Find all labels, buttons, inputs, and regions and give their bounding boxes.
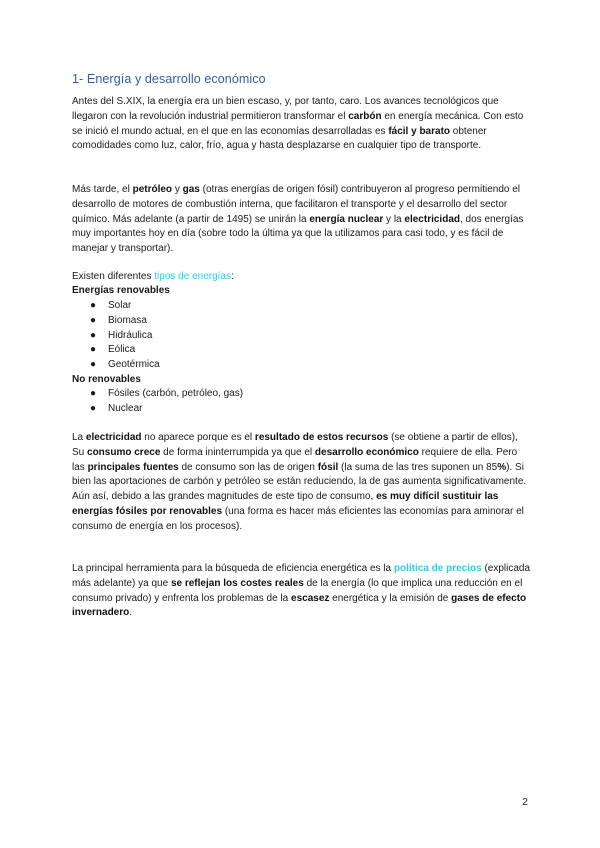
bold-term: fósil (317, 461, 339, 473)
list-item-label: Eólica (108, 344, 136, 356)
list-item (72, 299, 160, 314)
bold-term: escasez (291, 592, 330, 604)
bold-term: es muy difícil sustituir las energías fósiles por renovables (72, 491, 499, 517)
text-span: de la energía (lo que implica una reducción en el consumo privado) y enfrenta los problemas de la (72, 577, 523, 604)
bold-term: electricidad (85, 432, 142, 443)
text-span: de consumo son las de origen (178, 461, 318, 473)
text-span: Antes del S.XIX, la energía era un bien escaso, y, por tanto, caro. Los avances tecnológicos que llegaron con la revolución industrial permitieron transformar el (72, 96, 499, 122)
bold-term: se reflejan los costes reales (170, 577, 304, 589)
bold-term: principales fuentes (87, 461, 179, 473)
text-span: Existen diferentes (72, 271, 155, 282)
text-span: obtener comodidades como luz, calor, frío, agua y hasta desplazarse en cualquier tipo de transporte. (72, 125, 487, 152)
list-item (72, 329, 160, 344)
bullet-icon: ● (90, 402, 97, 414)
list-item-label: Nuclear (108, 402, 143, 414)
section-heading: 1- Energía y desarrollo económico (72, 72, 266, 86)
list-item (72, 343, 160, 358)
text-span: de forma ininterrumpida ya que el (160, 446, 315, 458)
paragraph-intro (72, 95, 532, 154)
bold-term: gas (182, 184, 200, 195)
text-span: (la suma de las tres suponen un 85 (338, 461, 498, 473)
text-span: y la (383, 213, 405, 225)
text-span: , dos energías muy importantes hoy en día (sobre todo la última ya que la utilizamos para casi todo, y es fácil de manejar y transportar). (72, 213, 524, 255)
highlighted-term: política de precios (393, 563, 482, 574)
list-item-label: Biomasa (108, 314, 147, 326)
list-item (72, 387, 243, 402)
bold-term: resultado de estos recursos (254, 432, 389, 443)
bold-term: gases de efecto invernadero (72, 592, 527, 619)
text-span: (explicada más adelante) ya que (72, 563, 531, 589)
paragraph-efficiency (72, 562, 532, 621)
text-span: en energía mecánica. Con esto se inició el mundo actual, en el que en las economías desarrolladas es (72, 110, 524, 137)
renewable-list (72, 299, 160, 373)
bullet-icon: ● (90, 300, 97, 311)
bold-term: energía nuclear (309, 213, 384, 225)
bullet-icon: ● (90, 344, 97, 356)
text-span: no aparece porque es el (141, 432, 255, 443)
text-span: requiere de ella. Pero las (72, 446, 518, 473)
bullet-icon: ● (90, 388, 97, 399)
list-item-label: Geotérmica (108, 359, 160, 371)
text-span: ). Si bien las aportaciones de carbón y petróleo se están reduciendo, la de gas aumenta significativamente. Aún así, debido a las grandes magnitudes de este tipo de consumo, (72, 461, 527, 503)
nonrenewable-list (72, 387, 243, 417)
page-number: 2 (522, 796, 528, 808)
bullet-icon: ● (90, 314, 97, 326)
text-span: (otras energías de origen fósil) contribuyeron al progreso permitiendo el desarrollo de motores de combustión interna, que facilitaron el transporte y el desarrollo del sector químico. Más adelante (a partir de 1495) se unirán la (72, 184, 521, 225)
paragraph-history (72, 183, 532, 257)
list-item-label: Hidráulica (108, 329, 153, 341)
bullet-icon: ● (90, 329, 97, 341)
list-item-label: Solar (108, 300, 132, 311)
list-item (72, 402, 243, 417)
paragraph-electricity (72, 431, 532, 535)
list-item (72, 314, 160, 329)
bold-term: desarrollo económico (314, 446, 419, 458)
text-span: La principal herramienta para la búsqueda de eficiencia energética es la (72, 563, 394, 574)
text-span: (una forma es hacer más eficientes las economías para aminorar el consumo de energía en los procesos). (72, 505, 524, 532)
types-intro (72, 270, 532, 285)
list-item-label: Fósiles (carbón, petróleo, gas) (108, 388, 244, 399)
highlighted-term: tipos de energías (154, 271, 231, 282)
bold-term: fácil y barato (388, 125, 451, 137)
text-span: y (172, 184, 183, 195)
bold-term: carbón (348, 110, 382, 122)
nonrenewable-list-title: No renovables (72, 374, 141, 385)
list-item (72, 358, 160, 373)
bold-term: petróleo (132, 184, 173, 195)
text-span: energética y la emisión de (329, 592, 452, 604)
bullet-icon: ● (90, 359, 97, 371)
text-span: (se obtiene a partir de ellos), Su (72, 432, 518, 458)
text-span: : (230, 271, 234, 282)
renewable-list-title: Energías renovables (72, 285, 170, 296)
text-span: La (72, 432, 86, 443)
text-span: . (129, 607, 133, 619)
bold-term: electricidad (404, 213, 460, 225)
bold-term: consumo crece (87, 446, 161, 458)
text-span: Más tarde, el (72, 184, 133, 195)
bold-term: % (497, 461, 507, 473)
